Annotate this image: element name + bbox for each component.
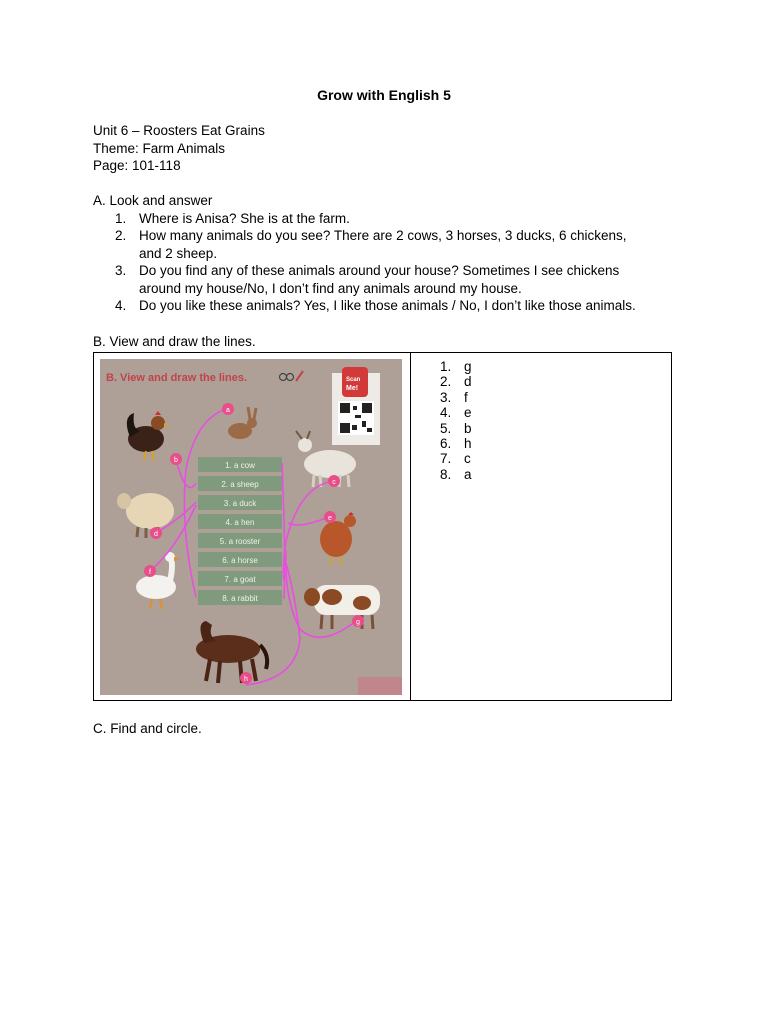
answer-letter: d [464,374,472,390]
answer-item [424,405,472,420]
answer-item [424,421,472,436]
unit-info [93,122,265,175]
answer-item [424,390,472,405]
answer-number: 8. [440,466,452,482]
letter-marker: g [356,619,360,626]
word-item: 3. a duck [223,499,257,508]
word-item: 5. a rooster [219,537,261,546]
answer-letter: f [464,389,468,405]
question-line: Where is Anisa? She is at the farm. [139,210,350,226]
word-item: 4. a hen [225,518,255,527]
word-item: 1. a cow [225,461,255,470]
pages-line: Page: 101-118 [93,158,181,173]
theme-line: Theme: Farm Animals [93,140,226,156]
answer-item [424,359,472,374]
question-line: How many animals do you see? There are 2 cows, 3 horses, 3 ducks, 6 chickens, [139,228,627,243]
document-title: Grow with English 5 [317,87,451,103]
question-list [93,210,683,315]
textbook-photo [100,359,402,695]
answer-table [93,352,672,701]
word-item: 6. a horse [222,556,258,565]
question-number: 2. [115,228,127,243]
photo-header: B. View and draw the lines. [106,372,248,384]
answer-letter: b [464,420,472,436]
svg-text:Scan: Scan [346,377,361,383]
question-line: and 2 sheep. [139,245,218,261]
answer-item [424,436,472,451]
svg-text:Me!: Me! [346,385,359,392]
question-item [93,227,683,262]
question-number: 4. [115,298,127,313]
section-a [93,192,683,315]
answer-number: 7. [440,451,452,467]
qr-code-icon [332,367,380,445]
question-line: around my house/No, I don’t find any animals around my house. [139,280,522,296]
answer-item [424,451,472,466]
question-line: Do you find any of these animals around your house? Sometimes I see chickens [139,263,620,278]
answer-number: 2. [440,374,452,390]
question-line: Do you like these animals? Yes, I like those animals / No, I don’t like those animals. [139,298,636,313]
letter-marker: c [332,479,336,486]
letter-marker: f [149,569,151,576]
question-number: 3. [115,263,127,278]
answer-number: 5. [440,420,452,436]
word-item: 2. a sheep [221,480,259,489]
answer-letter: h [464,436,472,452]
table-divider [410,353,411,700]
answer-item [424,374,472,389]
answer-number: 3. [440,389,452,405]
unit-line: Unit 6 – Roosters Eat Grains [93,123,265,138]
letter-marker: h [244,676,248,683]
answer-letter: g [464,359,472,374]
answer-letter: c [464,451,471,467]
answer-letter: e [464,405,472,421]
letter-marker: e [328,515,332,522]
answer-number: 1. [440,359,452,374]
question-number: 1. [115,210,127,226]
section-a-heading: A. Look and answer [93,193,213,208]
answer-letter: a [464,466,472,482]
section-c-heading: C. Find and circle. [93,721,202,736]
answer-item [424,467,472,482]
question-item [93,297,683,315]
question-item [93,210,683,228]
answer-number: 4. [440,405,452,421]
answer-list [424,359,472,482]
photo-illustration [100,359,402,695]
word-item: 8. a rabbit [222,594,258,603]
answer-number: 6. [440,436,452,452]
question-item [93,262,683,297]
letter-marker: d [154,531,158,538]
letter-marker: b [174,457,178,464]
word-item: 7. a goat [224,575,256,584]
letter-marker: a [226,407,230,414]
section-b-heading: B. View and draw the lines. [93,334,256,349]
